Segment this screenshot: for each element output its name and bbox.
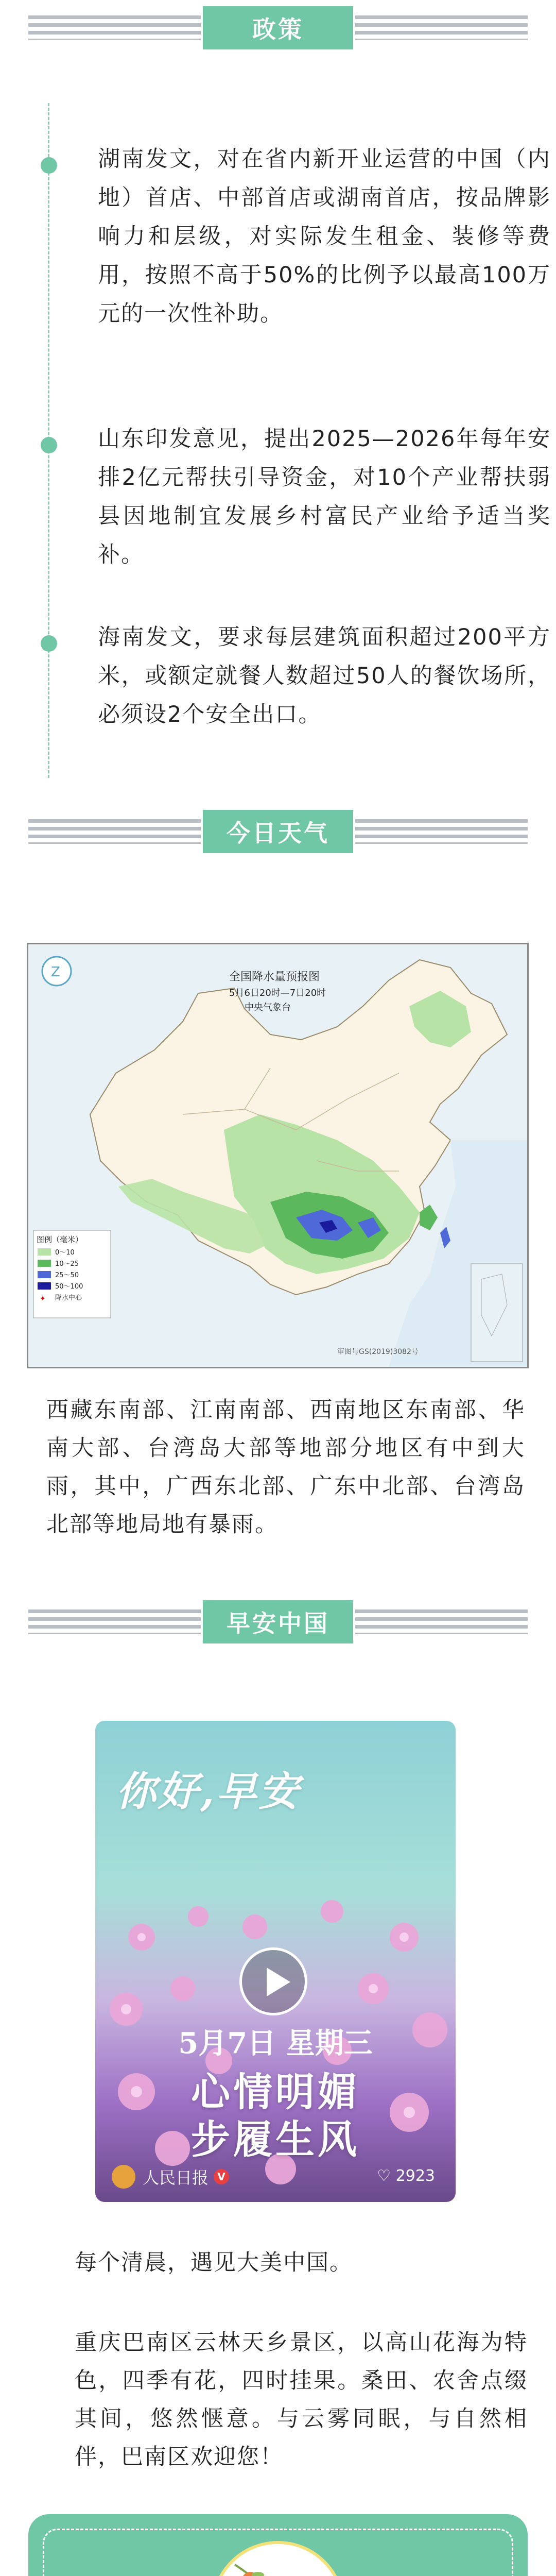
quote-card <box>28 2514 528 2576</box>
section-header-morning <box>28 1598 528 1646</box>
morning-paragraph-2: 重庆巴南区云林天乡景区，以高山花海为特色，四季有花，四时挂果。桑田、农舍点缀其间，悠然惬意。与云雾同眠，与自然相伴，巴南区欢迎您！ <box>75 2330 528 2470</box>
legend-item-3: 50～100 <box>55 1283 83 1291</box>
morning-paragraph-1: 每个清晨，遇见大美中国。 <box>75 2250 353 2276</box>
map-period: 5月6日20时—7日20时 <box>229 988 326 998</box>
south-sea-inset <box>471 1264 523 1362</box>
policy-timeline <box>28 103 551 778</box>
map-title: 全国降水量预报图 <box>229 971 320 984</box>
legend-item-1: 10～25 <box>55 1260 79 1268</box>
play-button[interactable] <box>239 1947 307 2015</box>
section-title-weather: 今日天气 <box>201 808 355 855</box>
timeline-dot <box>41 635 57 652</box>
policy-item-hunan: 湖南发文，对在省内新开业运营的中国（内地）首店、中部首店或湖南首店，按品牌影响力和层级，对实际发生租金、装修等费用，按照不高于50%的比例予以最高100万元的一次性补助。 <box>98 146 551 327</box>
section-header-weather <box>28 808 528 855</box>
greeting-hello: 你好,早安 <box>116 1768 301 1815</box>
people-daily-logo-icon <box>112 2165 135 2189</box>
policy-item-shandong: 山东印发意见，提出2025—2026年每年安排2亿元帮扶引导资金，对10个产业帮扶弱县因地制宜发展乡村富民产业给予适当奖补。 <box>98 426 551 568</box>
section-title-policy: 政策 <box>201 4 355 52</box>
map-note: 审图号GS(2019)3082号 <box>337 1348 419 1356</box>
video-source[interactable] <box>112 2165 229 2189</box>
section-header-policy <box>28 4 528 52</box>
svg-text:Z: Z <box>51 964 60 980</box>
source-name: 人民日报 <box>143 2168 209 2188</box>
timeline-dot <box>41 157 57 174</box>
timeline-dot <box>41 437 57 453</box>
greeting-video-card[interactable] <box>95 1721 456 2202</box>
section-title-morning: 早安中国 <box>201 1598 355 1646</box>
precipitation-map[interactable] <box>27 943 529 1368</box>
greeting-line-1: 心情明媚 <box>191 2069 360 2115</box>
svg-text:✦: ✦ <box>40 1295 46 1303</box>
verified-badge-icon: V <box>214 2169 229 2184</box>
legend-title: 图例（毫米） <box>37 1235 83 1244</box>
like-count-value: 2923 <box>395 2167 435 2185</box>
greeting-line-2: 步履生风 <box>191 2116 360 2162</box>
weather-description: 西藏东南部、江南南部、西南地区东南部、华南大部、台湾岛大部等地部分地区有中到大雨，其中，广西东北部、广东中北部、台湾岛北部等地局地有暴雨。 <box>46 1397 525 1537</box>
policy-item-hainan: 海南发文，要求每层建筑面积超过200平方米，或额定就餐人数超过50人的餐饮场所，必须设2个安全出口。 <box>98 624 551 727</box>
legend-item-4: 降水中心 <box>55 1294 82 1302</box>
heart-icon: ♡ <box>377 2167 391 2185</box>
legend-item-0: 0～10 <box>55 1249 75 1257</box>
greeting-date: 5月7日 星期三 <box>178 2026 373 2060</box>
legend-item-2: 25～50 <box>55 1272 79 1279</box>
map-graphic <box>28 944 527 1367</box>
like-count[interactable] <box>377 2167 435 2185</box>
map-agency: 中央气象台 <box>245 1002 291 1013</box>
